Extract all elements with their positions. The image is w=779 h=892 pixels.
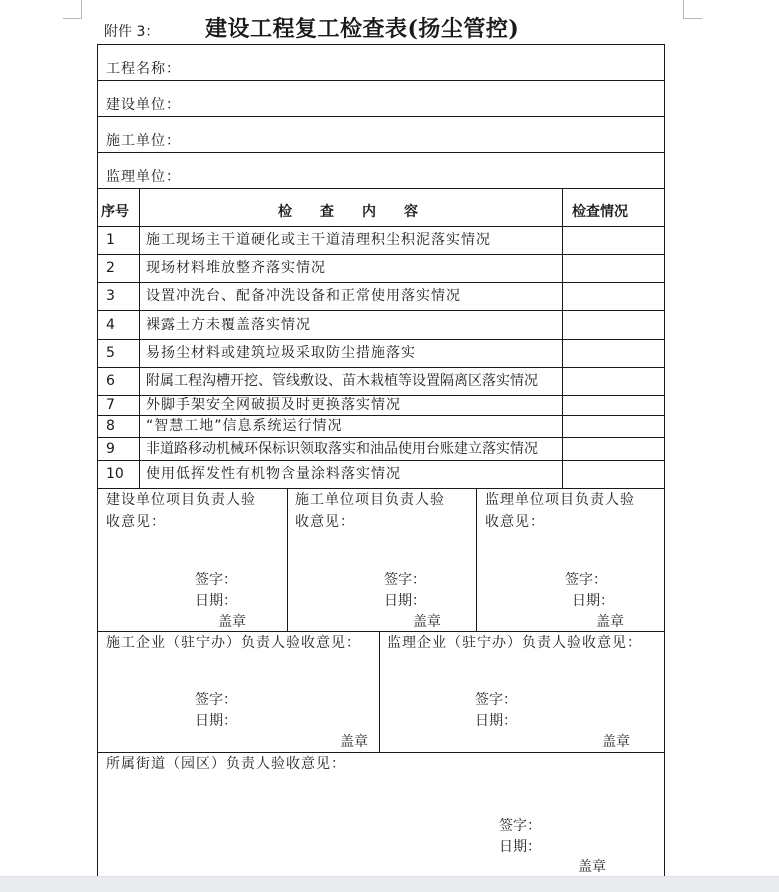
row-content-8: “智慧工地”信息系统运行情况 [146, 418, 343, 434]
row-no-8: 8 [106, 418, 115, 434]
row-content-7: 外脚手架安全网破损及时更换落实情况 [146, 397, 401, 413]
table-rule [97, 152, 665, 153]
opinion-6-label: 所属街道（园区）负责人验收意见： [106, 756, 346, 772]
opinion-5-label: 监理企业（驻宁办）负责人验收意见： [387, 635, 642, 651]
table-rule [287, 488, 288, 632]
info-field-1: 建设单位： [106, 97, 181, 113]
opinion-6-date: 日期： [499, 839, 541, 855]
row-content-4: 裸露土方未覆盖落实情况 [146, 317, 311, 333]
table-rule [97, 44, 665, 45]
opinion-1-signature: 签字： [195, 572, 237, 588]
opinion-2-date: 日期： [384, 593, 426, 609]
opinion-1-date: 日期： [195, 593, 237, 609]
opinion-2-signature: 签字： [384, 572, 426, 588]
info-field-0: 工程名称： [106, 61, 181, 77]
table-rule [97, 367, 665, 368]
opinion-4-date: 日期： [195, 713, 237, 729]
row-no-10: 10 [106, 466, 124, 482]
opinion-3-seal: 盖章 [596, 614, 624, 630]
opinion-1-line2: 收意见： [106, 514, 166, 530]
opinion-1-line1: 建设单位项目负责人验 [106, 492, 256, 508]
table-rule [97, 437, 665, 438]
row-no-3: 3 [106, 288, 115, 304]
row-content-10: 使用低挥发性有机物含量涂料落实情况 [146, 466, 401, 482]
table-rule [379, 631, 380, 753]
opinion-5-date: 日期： [475, 713, 517, 729]
opinion-3-date: 日期： [572, 593, 614, 609]
header-check-content: 检 查 内 容 [278, 204, 418, 220]
opinion-6-signature: 签字： [499, 818, 541, 834]
row-no-4: 4 [106, 317, 115, 333]
row-content-5: 易扬尘材料或建筑垃圾采取防尘措施落实 [146, 345, 416, 361]
table-rule [139, 188, 140, 489]
row-no-9: 9 [106, 441, 115, 457]
page-corner-mark-right [683, 0, 702, 19]
row-no-1: 1 [106, 232, 115, 248]
opinion-4-label: 施工企业（驻宁办）负责人验收意见： [106, 635, 361, 651]
table-rule [97, 460, 665, 461]
table-rule [97, 254, 665, 255]
table-rule [97, 488, 665, 489]
window-status-strip [0, 876, 779, 892]
table-rule [97, 226, 665, 227]
document-title: 建设工程复工检查表(扬尘管控) [205, 16, 520, 42]
row-no-2: 2 [106, 260, 115, 276]
row-content-2: 现场材料堆放整齐落实情况 [146, 260, 326, 276]
opinion-6-seal: 盖章 [578, 859, 606, 875]
table-rule [97, 752, 665, 753]
opinion-3-line2: 收意见： [485, 514, 545, 530]
opinion-2-line1: 施工单位项目负责人验 [295, 492, 445, 508]
row-no-6: 6 [106, 373, 115, 389]
opinion-2-line2: 收意见： [295, 514, 355, 530]
header-check-status: 检查情况 [572, 204, 628, 220]
row-content-9: 非道路移动机械环保标识领取落实和油品使用台账建立落实情况 [146, 441, 538, 457]
info-field-2: 施工单位： [106, 133, 181, 149]
opinion-4-seal: 盖章 [340, 734, 368, 750]
opinion-4-signature: 签字： [195, 692, 237, 708]
table-rule [97, 116, 665, 117]
opinion-3-signature: 签字： [565, 572, 607, 588]
table-rule [97, 80, 665, 81]
table-rule [97, 631, 665, 632]
row-no-7: 7 [106, 397, 115, 413]
opinion-3-line1: 监理单位项目负责人验 [485, 492, 635, 508]
table-rule [562, 188, 563, 489]
table-rule [97, 310, 665, 311]
page-corner-mark-left [63, 0, 82, 19]
row-content-6: 附属工程沟槽开挖、管线敷设、苗木栽植等设置隔离区落实情况 [146, 373, 538, 389]
opinion-2-seal: 盖章 [413, 614, 441, 630]
attachment-label: 附件 3： [104, 24, 160, 40]
header-serial-no: 序号 [101, 204, 129, 220]
table-rule [476, 488, 477, 632]
table-rule [97, 282, 665, 283]
opinion-5-signature: 签字： [475, 692, 517, 708]
opinion-5-seal: 盖章 [602, 734, 630, 750]
opinion-1-seal: 盖章 [218, 614, 246, 630]
row-no-5: 5 [106, 345, 115, 361]
row-content-3: 设置冲洗台、配备冲洗设备和正常使用落实情况 [146, 288, 461, 304]
row-content-1: 施工现场主干道硬化或主干道清理积尘积泥落实情况 [146, 232, 491, 248]
table-rule [97, 339, 665, 340]
table-rule [97, 188, 665, 189]
info-field-3: 监理单位： [106, 169, 181, 185]
